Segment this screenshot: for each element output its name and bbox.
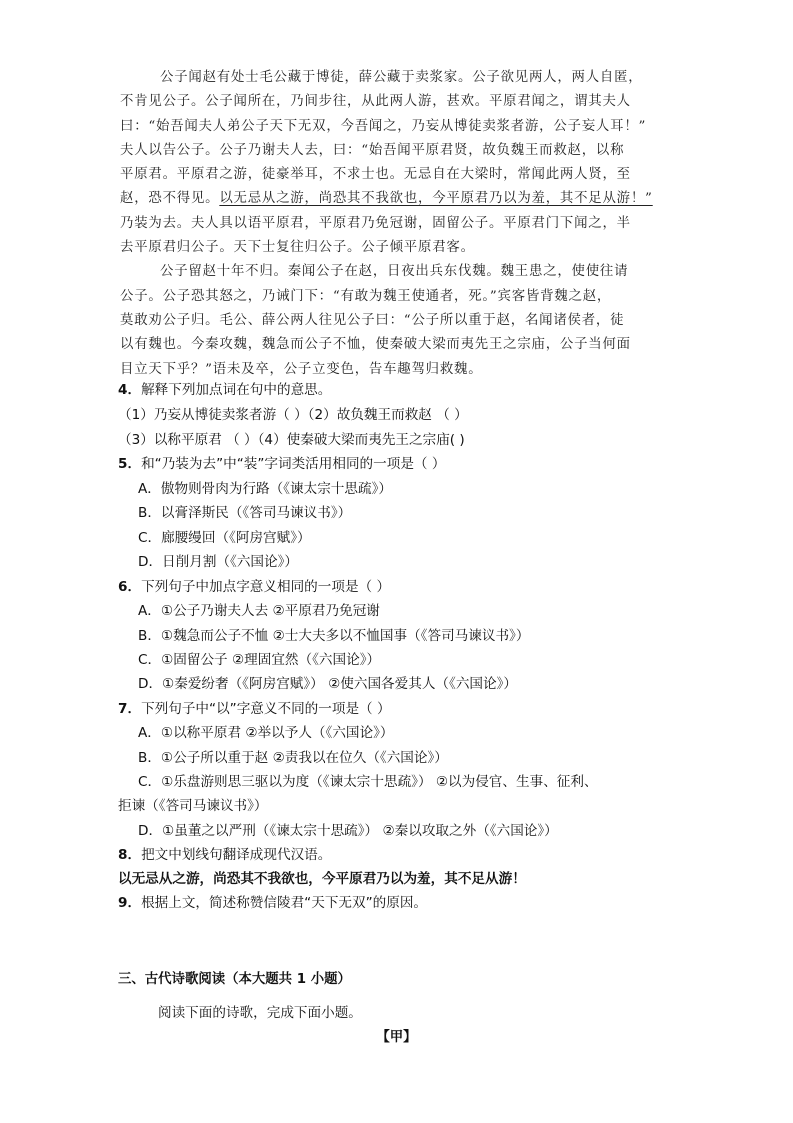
- passage-line: 公子留赵十年不归。秦闻公子在赵，日夜出兵东伐魏。魏王患之，使使往请: [160, 264, 629, 280]
- question-stem: 下列句子中“以”字意义不同的一项是（ ）: [141, 701, 391, 717]
- passage-line: 夫人以告公子。公子乃谢夫人去，曰：“始吾闻平原君贤，故负魏王而救赵，以称: [120, 142, 625, 158]
- question-7-option-a: A．①以称平原君 ②举以予人（《六国论》）: [138, 725, 394, 741]
- question-stem: 下列句子中加点字意义相同的一项是（ ）: [141, 579, 391, 595]
- question-7-option-c-continued: 拒谏（《答司马谏议书》）: [118, 798, 268, 814]
- question-7-option-c: C．①乐盘游则思三驱以为度（《谏太宗十思疏》） ②以为侵官、生事、征利、: [138, 774, 598, 790]
- question-5-option-b: B．以膏泽斯民（《答司马谏议书》）: [138, 505, 352, 521]
- question-4: [118, 381, 331, 399]
- question-number: 6．: [118, 579, 142, 595]
- question-6-option-d: D．①秦爱纷奢（《阿房宫赋》） ②使六国各爱其人（《六国论》）: [138, 676, 517, 692]
- passage-line: 不肯见公子。公子闻所在，乃间步往，从此两人游，甚欢。平原君闻之，谓其夫人: [120, 94, 631, 110]
- question-number: 4．: [118, 382, 142, 398]
- translation-sentence: 以无忌从之游，尚恐其不我欲也，今平原君乃以为羞，其不足从游！: [118, 871, 526, 887]
- passage-line: 莫敢劝公子归。毛公、薛公两人往见公子曰：“公子所以重于赵，名闻诸侯者，徒: [120, 312, 625, 328]
- question-number: 7．: [118, 701, 142, 717]
- question-number: 8．: [118, 847, 142, 863]
- question-5-option-d: D．日削月割（《六国论》）: [138, 554, 298, 570]
- underlined-sentence: 以无忌从之游，尚恐其不我欲也，今平原君乃以为羞，其不足从游！”: [219, 191, 653, 207]
- question-7-option-b: B．①公子所以重于赵 ②责我以在位久（《六国论》）: [138, 750, 448, 766]
- poem-label: 【甲】: [376, 1030, 417, 1045]
- passage-line: 平原君。平原君之游，徒豪举耳，不求士也。无忌自在大梁时，常闻此两人贤，至: [120, 167, 631, 183]
- question-4-line-1: （1）乃妄从博徒卖浆者游（ ）（2）故负魏王而救赵 （ ）: [118, 407, 468, 423]
- question-stem: 解释下列加点词在句中的意思。: [141, 382, 332, 398]
- passage-line: [120, 187, 680, 211]
- passage-line: 以有魏也。今秦攻魏，魏急而公子不恤，使秦破大梁而夷先王之宗庙，公子当何面: [120, 337, 631, 353]
- question-stem: 和“乃装为去”中“装”字词类活用相同的一项是（ ）: [141, 456, 446, 472]
- section-heading: 三、古代诗歌阅读（本大题共 1 小题）: [118, 972, 351, 987]
- question-9: [118, 894, 427, 912]
- question-8: [118, 846, 331, 864]
- passage-line: 去平原君归公子。天下士复往归公子。公子倾平原君客。: [120, 240, 475, 256]
- question-4-line-2: （3）以称平原君 （ ）（4）使秦破大梁而夷先王之宗庙( ): [118, 432, 465, 448]
- question-7: [118, 700, 391, 718]
- question-5-option-a: A．傲物则骨肉为行路（《谏太宗十思疏》）: [138, 481, 392, 497]
- question-stem: 根据上文，简述称赞信陵君“天下无双”的原因。: [141, 895, 428, 911]
- passage-line: 公子闻赵有处士毛公藏于博徒，薛公藏于卖浆家。公子欲见两人，两人自匿，: [160, 70, 643, 85]
- classical-passage: [120, 66, 680, 382]
- section-instruction: 阅读下面的诗歌，完成下面小题。: [158, 1005, 362, 1021]
- question-stem: 把文中划线句翻译成现代汉语。: [141, 847, 332, 863]
- question-6: [118, 578, 390, 596]
- passage-line-text: 赵，恐不得见。: [120, 191, 220, 207]
- question-5-option-c: C．廊腰缦回（《阿房宫赋》）: [138, 530, 311, 546]
- question-number: 9．: [118, 895, 142, 911]
- question-6-option-c: C．①固留公子 ②理固宜然（《六国论》）: [138, 652, 381, 668]
- passage-line: 公子。公子恐其怒之，乃诫门下：“有敢为魏王使通者，死。”宾客皆背魏之赵，: [120, 288, 612, 304]
- passage-line: 曰：“始吾闻夫人弟公子天下无双，今吾闻之，乃妄从博徒卖浆者游，公子妄人耳！”: [120, 118, 647, 134]
- question-5: [118, 455, 445, 473]
- passage-line: 乃装为去。夫人具以语平原君，平原君乃免冠谢，固留公子。平原君门下闻之，半: [120, 215, 631, 231]
- question-6-option-b: B．①魏急而公子不恤 ②士大夫多以不恤国事（《答司马谏议书》）: [138, 628, 530, 644]
- question-6-option-a: A．①公子乃谢夫人去 ②平原君乃免冠谢: [138, 603, 380, 619]
- question-number: 5．: [118, 456, 142, 472]
- question-7-option-d: D．①虽董之以严刑（《谏太宗十思疏》） ②秦以攻取之外（《六国论》）: [138, 823, 558, 839]
- passage-line: 目立天下乎？”语未及卒，公子立变色，告车趣驾归救魏。: [120, 361, 483, 377]
